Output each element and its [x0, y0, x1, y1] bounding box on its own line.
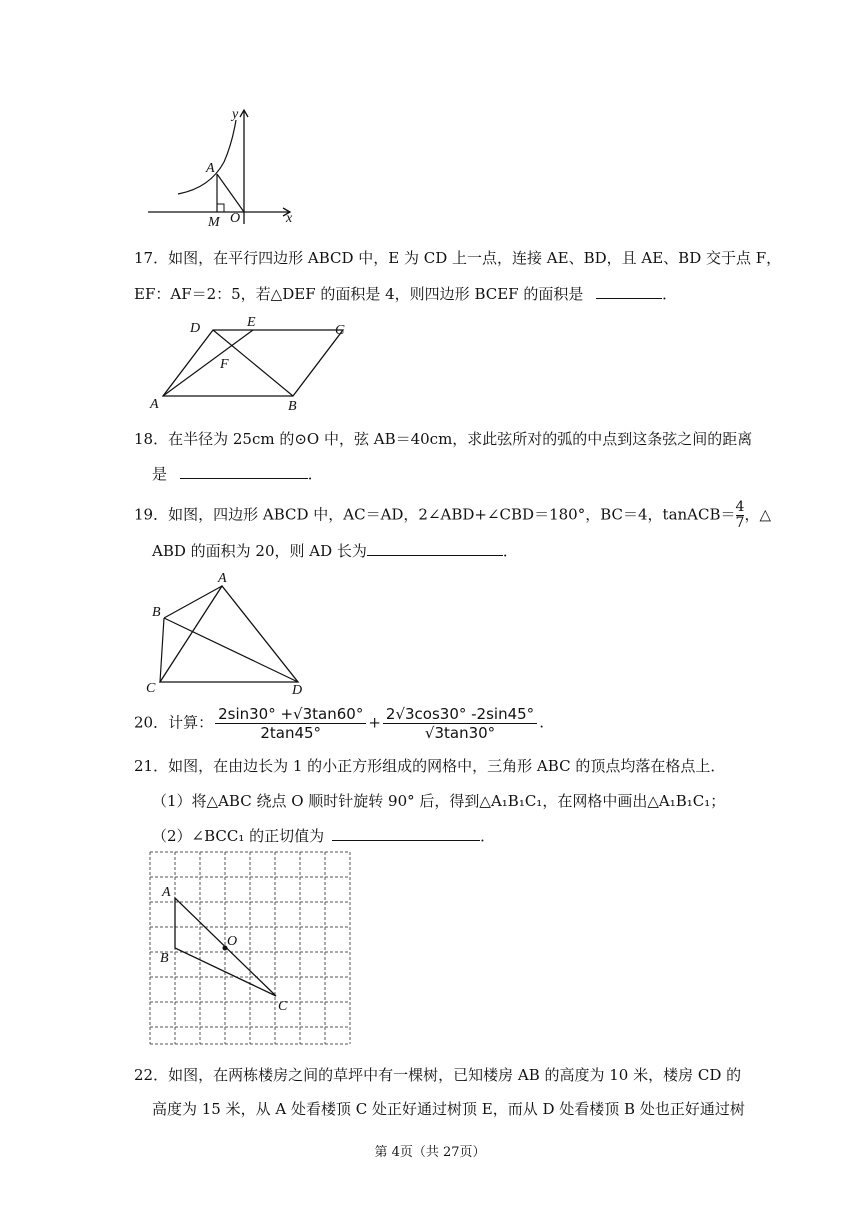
q19-line2-text: ABD 的面积为 20，则 AD 长为 — [152, 542, 367, 560]
fig16-O-label: O — [230, 211, 241, 226]
q21-sub1: （1）将△ABC 绕点 O 顺时针旋转 90° 后，得到△A₁B₁C₁，在网格中画出△A₁B₁C₁； — [152, 792, 726, 810]
q21-sub2-text: （2）∠BCC₁ 的正切值为 — [152, 827, 325, 845]
q19-line1-text: 19．如图，四边形 ABCD 中，AC＝AD，2∠ABD+∠CBD＝180°，BC＝4，tanACB＝ — [134, 505, 736, 524]
q20-frac1-den: 2tan45° — [260, 724, 322, 742]
q17-line1: 17．如图，在平行四边形 ABCD 中，E 为 CD 上一点，连接 AE、BD，且 AE、BD 交于点 F， — [134, 249, 782, 267]
q21-answer-blank — [332, 839, 480, 841]
fig16-M-label: M — [208, 215, 220, 227]
fig17-F-label: F — [220, 357, 229, 372]
q20-frac2-num: 2√3cos30° -2sin45° — [383, 705, 537, 724]
q17-answer-blank — [596, 297, 662, 299]
fig19-A-label: A — [218, 571, 227, 586]
figure-21-grid — [148, 850, 354, 1046]
q20-end: . — [539, 713, 544, 732]
q19-line1 — [134, 500, 771, 531]
fig17-C-label: C — [335, 323, 345, 338]
fig16-x-label: x — [286, 211, 293, 226]
q22-line1: 22．如图，在两栋楼房之间的草坪中有一棵树，已知楼房 AB 的高度为 10 米，楼房 CD 的 — [134, 1066, 742, 1084]
q21-sub2-end: ． — [480, 827, 496, 845]
q19-line1-end: ，△ — [744, 505, 771, 524]
q17-line2-text: EF：AF＝2：5，若△DEF 的面积是 4，则四边形 BCEF 的面积是 — [134, 285, 584, 303]
fig16-A-label: A — [206, 161, 215, 176]
fig17-A-label: A — [150, 397, 159, 412]
q18-line2-end: ． — [307, 465, 323, 483]
q20-expression — [134, 705, 544, 742]
q20-fraction-1 — [215, 705, 366, 742]
q19-frac-num: 4 — [735, 499, 745, 515]
q20-label: 20．计算： — [134, 713, 214, 732]
q20-frac2-den: √3tan30° — [424, 724, 496, 742]
q18-answer-blank — [180, 477, 308, 479]
fig19-D-label: D — [292, 683, 303, 696]
fig21-B-label: B — [160, 951, 169, 966]
q19-line2 — [152, 540, 518, 561]
q18-line1: 18．在半径为 25cm 的⊙O 中，弦 AB＝40cm，求此弦所对的弧的中点到这条弦之间的距离 — [134, 430, 753, 448]
fig17-D-label: D — [190, 321, 201, 336]
q21-sub2 — [152, 825, 495, 846]
q22-line2: 高度为 15 米，从 A 处看楼顶 C 处正好通过树顶 E，而从 D 处看楼顶 B 处也正好通过树 — [152, 1100, 745, 1118]
q20-frac1-num: 2sin30° +√3tan60° — [215, 705, 366, 724]
page-footer: 第 4页（共 27页） — [374, 1145, 486, 1160]
fig16-y-label: y — [232, 107, 239, 122]
fig17-E-label: E — [247, 315, 256, 330]
fig19-C-label: C — [146, 681, 156, 696]
q19-line2-end: ． — [502, 542, 518, 560]
figure-19-quadrilateral — [140, 570, 320, 696]
figure-16-hyperbola — [140, 102, 300, 227]
q20-plus: + — [368, 713, 381, 732]
q21-line1: 21．如图，在由边长为 1 的小正方形组成的网格中，三角形 ABC 的顶点均落在格点上． — [134, 757, 726, 775]
figure-17-parallelogram — [145, 308, 365, 416]
fig19-B-label: B — [152, 605, 161, 620]
q20-fraction-2 — [383, 705, 537, 742]
fig21-A-label: A — [162, 885, 171, 900]
q18-line2-text: 是 — [152, 465, 168, 483]
q19-frac-den: 7 — [735, 515, 745, 531]
fig21-C-label: C — [278, 999, 288, 1014]
fig17-B-label: B — [288, 399, 297, 414]
q19-answer-blank — [367, 554, 503, 556]
q17-line2 — [134, 283, 677, 304]
q18-line2 — [152, 463, 323, 484]
q17-line2-end: ． — [662, 285, 678, 303]
fig21-O-label: O — [227, 934, 238, 949]
